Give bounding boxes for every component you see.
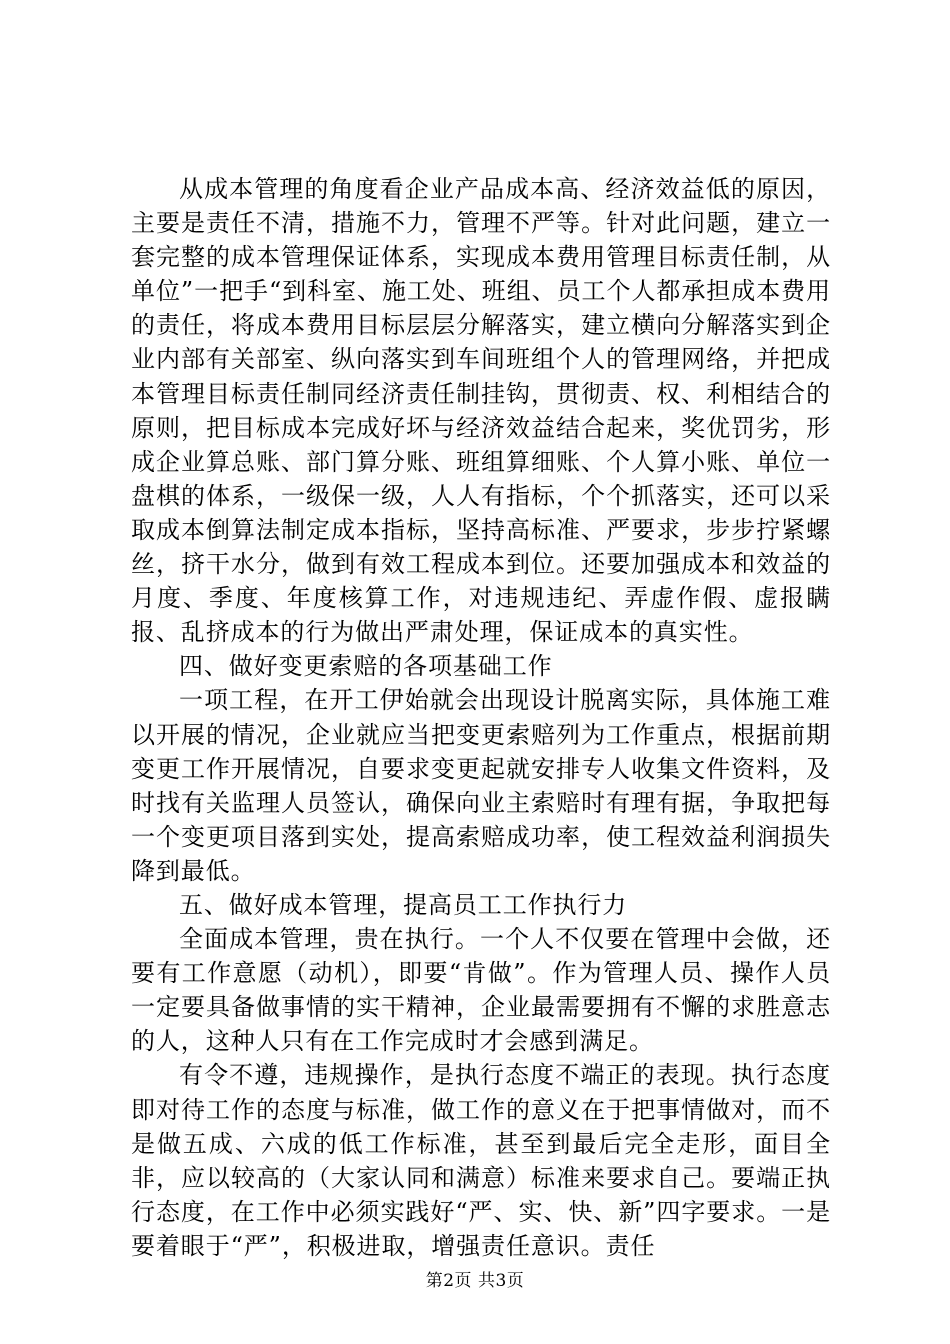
- paragraph-execution: 全面成本管理，贵在执行。一个人不仅要在管理中会做，还要有工作意愿（动机），即要“肯做”。作为管理人员、操作人员一定要具备做事情的实干精神，企业最需要拥有不懈的求胜意志的人，这种人只有在工作完成时才会感到满足。: [131, 925, 831, 1056]
- document-body: [131, 172, 831, 1263]
- paragraph-cost-responsibility: 从成本管理的角度看企业产品成本高、经济效益低的原因，主要是责任不清，措施不力，管理不严等。针对此问题，建立一套完整的成本管理保证体系，实现成本费用管理目标责任制，从单位”一把手“到科室、施工处、班组、员工个人都承担成本费用的责任，将成本费用目标层层分解落实，建立横向分解落实到企业内部有关部室、纵向落实到车间班组个人的管理网络，并把成本管理目标责任制同经济责任制挂钩，贯彻责、权、利相结合的原则，把目标成本完成好坏与经济效益结合起来，奖优罚劣，形成企业算总账、部门算分账、班组算细账、个人算小账、单位一盘棋的体系，一级保一级，人人有指标，个个抓落实，还可以采取成本倒算法制定成本指标，坚持高标准、严要求，步步拧紧螺丝，挤干水分，做到有效工程成本到位。还要加强成本和效益的月度、季度、年度核算工作，对违规违纪、弄虚作假、虚报瞒报、乱挤成本的行为做出严肃处理，保证成本的真实性。: [131, 175, 831, 647]
- paragraph-change-claims: 一项工程，在开工伊始就会出现设计脱离实际，具体施工难以开展的情况，企业就应当把变更索赔列为工作重点，根据前期变更工作开展情况，自要求变更起就安排专人收集文件资料，及时找有关监理人员签认，确保向业主索赔时有理有据，争取把每一个变更项目落到实处，提高索赔成功率，使工程效益利润损失降到最低。: [131, 686, 831, 885]
- heading-section-five: 五、做好成本管理，提高员工工作执行力: [179, 890, 628, 919]
- heading-section-four: 四、做好变更索赔的各项基础工作: [179, 652, 553, 681]
- page-footer: 第2页 共3页: [425, 1271, 525, 1291]
- paragraph-execution-attitude: 有令不遵，违规操作，是执行态度不端正的表现。执行态度即对待工作的态度与标准，做工作的意义在于把事情做对，而不是做五成、六成的低工作标准，甚至到最后完全走形，面目全非，应以较高的（大家认同和满意）标准来要求自己。要端正执行态度，在工作中必须实践好“严、实、快、新”四字要求。一是要着眼于“严”，积极进取，增强责任意识。责任: [131, 1061, 831, 1260]
